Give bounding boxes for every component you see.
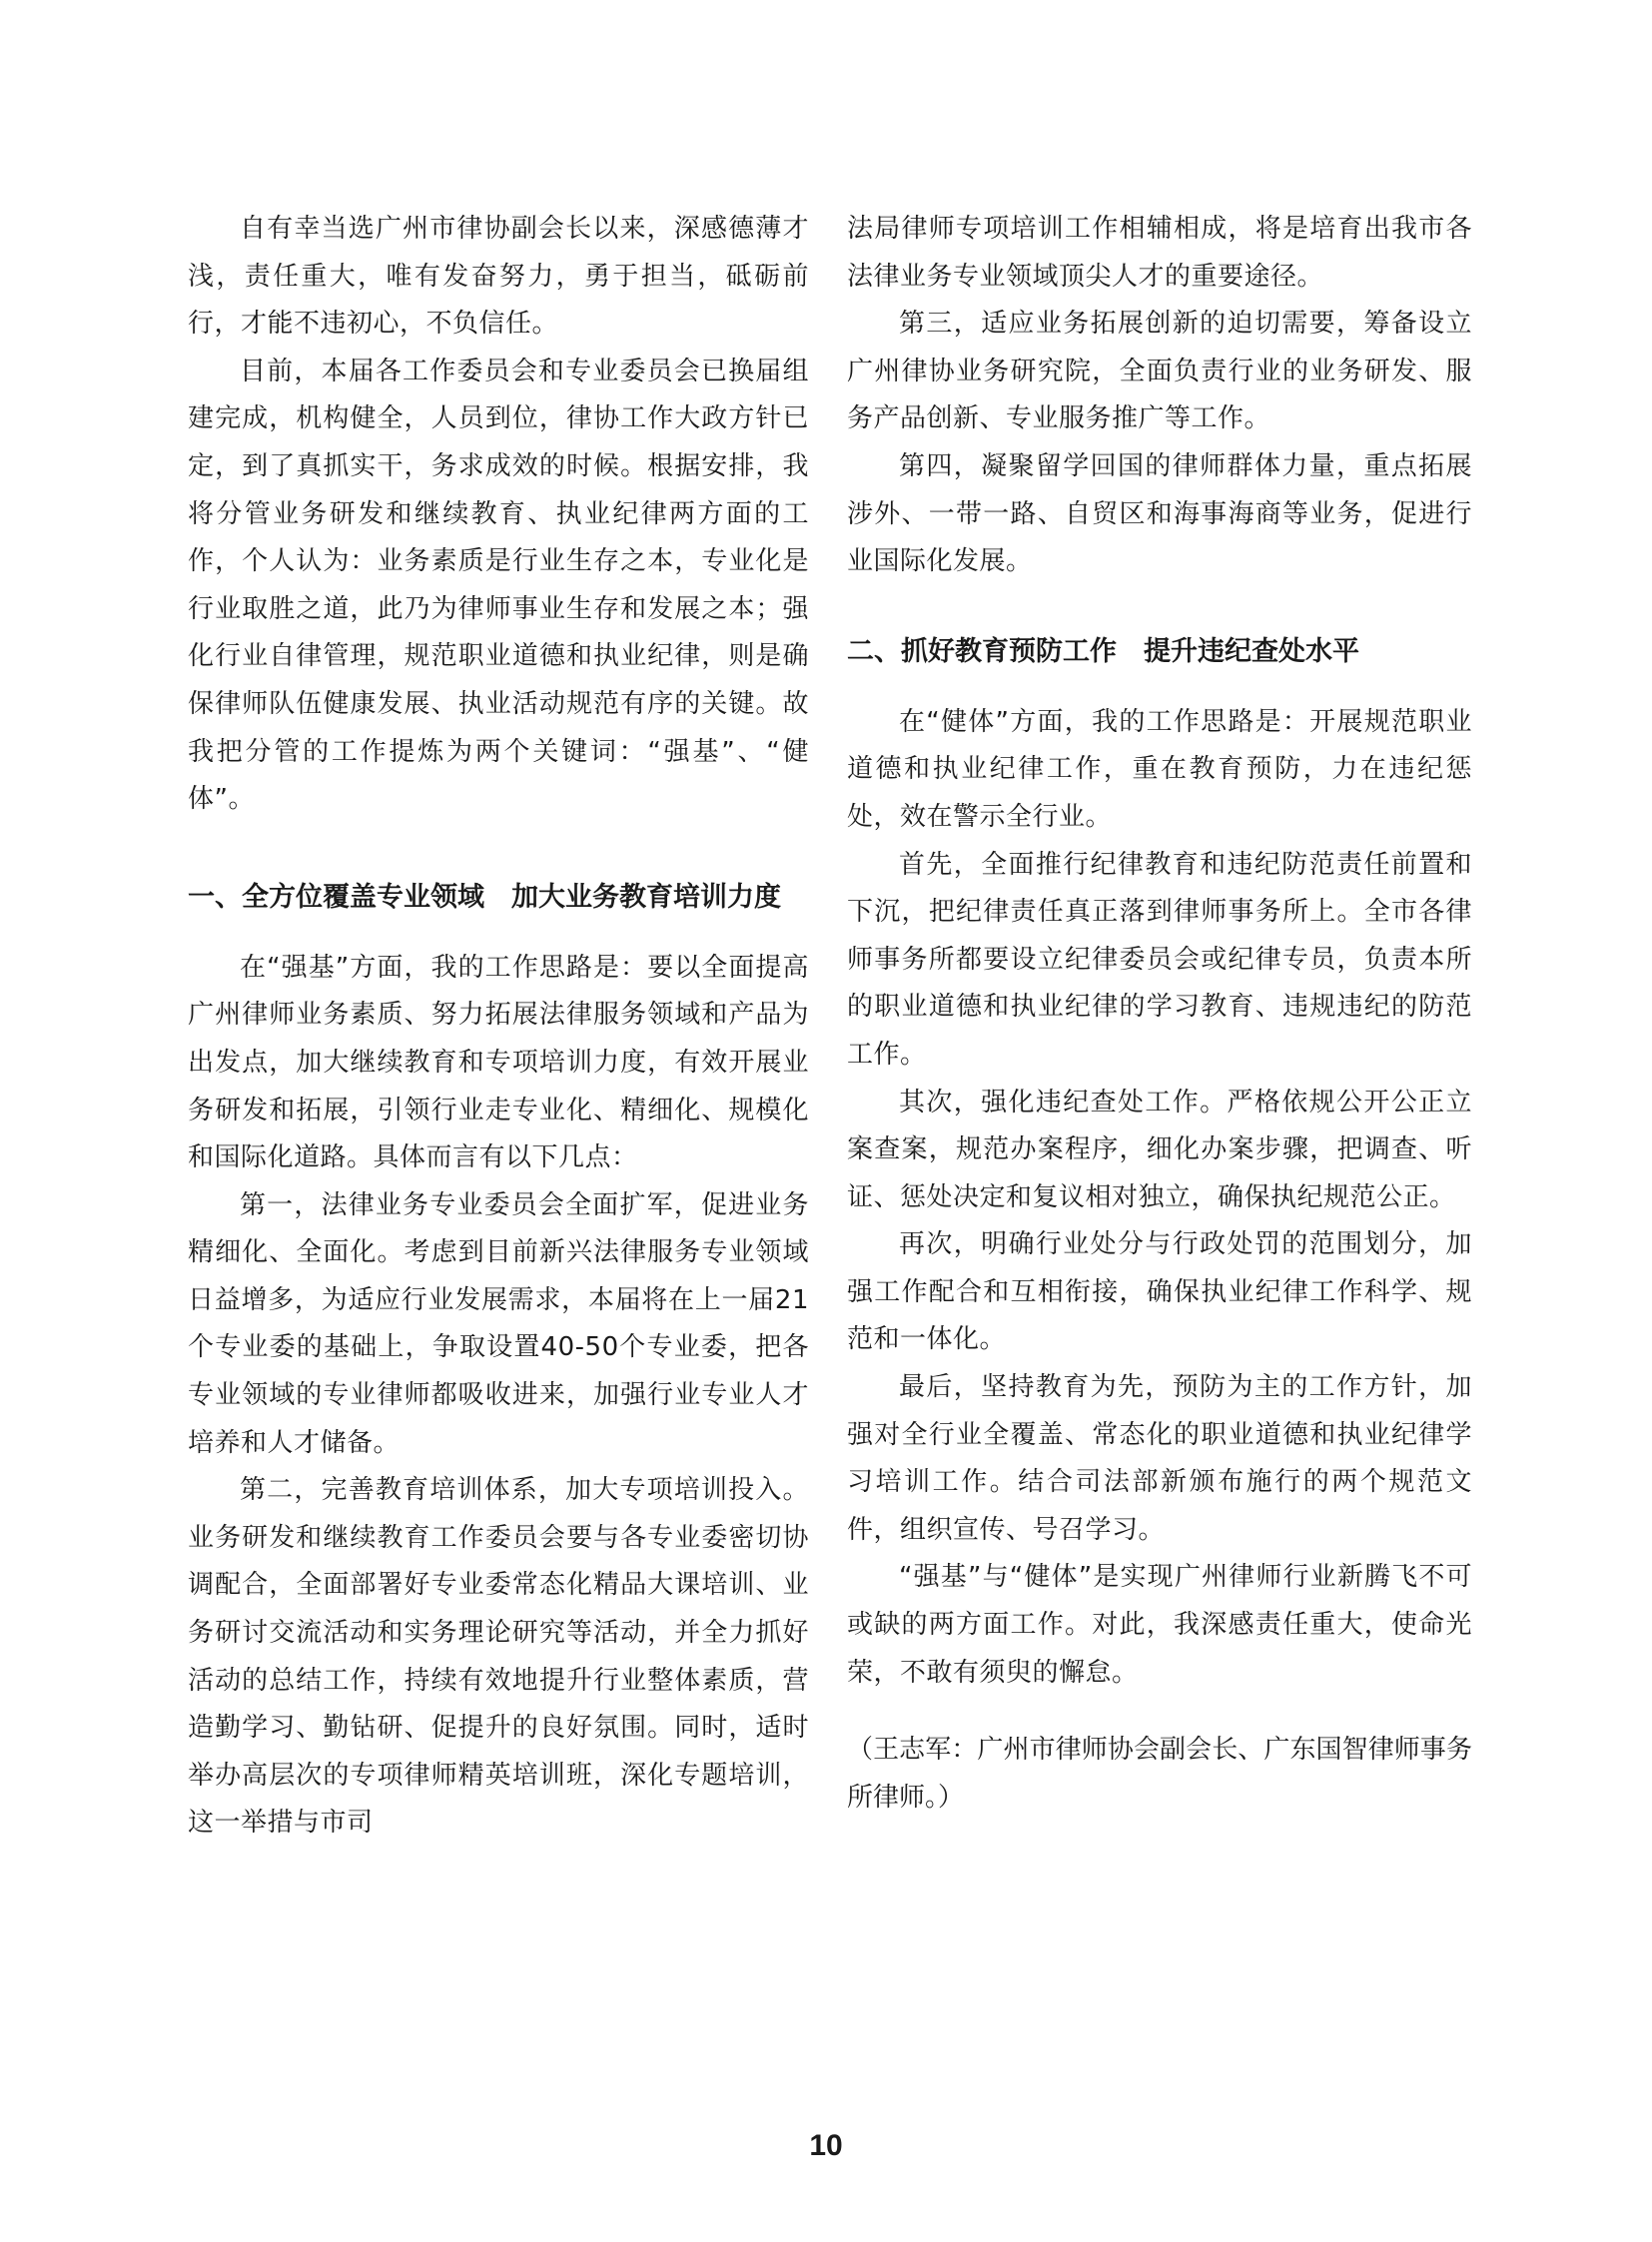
section-2-paragraph-1: 在“健体”方面，我的工作思路是：开展规范职业道德和执业纪律工作，重在教育预防，力在违纪惩处，效在警示全行业。 [847,706,1472,832]
section-2-heading: 二、抓好教育预防工作 提升违纪查处水平 [847,635,1359,667]
section-1-heading: 一、全方位覆盖专业领域 加大业务教育培训力度 [188,881,781,913]
intro-paragraph-1: 自有幸当选广州市律协副会长以来，深感德薄才浅，责任重大，唯有发奋努力，勇于担当，砥砺前行，才能不违初心，不负信任。 [188,214,809,340]
continuation-paragraph: 法局律师专项培训工作相辅相成，将是培育出我市各法律业务专业领域顶尖人才的重要途径。 [847,214,1472,292]
section-1-paragraph-2: 第一，法律业务专业委员会全面扩军，促进业务精细化、全面化。考虑到目前新兴法律服务专业领域日益增多，为适应行业发展需求，本届将在上一届21个专业委的基础上，争取设置40-50个专业委，把各专业领域的专业律师都吸收进来，加强行业专业人才培养和人才储备。 [188,1189,809,1458]
right-column [847,206,1472,1822]
right-paragraph-1: 第三，适应业务拓展创新的迫切需要，筹备设立广州律协业务研究院，全面负责行业的业务研发、服务产品创新、专业服务推广等工作。 [847,309,1472,434]
author-signature: （王志军：广州市律师协会副会长、广东国智律师事务所律师。） [847,1735,1472,1813]
section-2-paragraph-4: 再次，明确行业处分与行政处罚的范围划分，加强工作配合和互相衔接，确保执业纪律工作科学、规范和一体化。 [847,1229,1472,1355]
left-column [188,206,809,1848]
page-number: 10 [809,2129,843,2162]
section-2-paragraph-6: “强基”与“健体”是实现广州律师行业新腾飞不可或缺的两方面工作。对此，我深感责任重大，使命光荣，不敢有须臾的懈怠。 [847,1562,1472,1688]
right-paragraph-2: 第四，凝聚留学回国的律师群体力量，重点拓展涉外、一带一路、自贸区和海事海商等业务，促进行业国际化发展。 [847,450,1472,577]
section-1-paragraph-3: 第二，完善教育培训体系，加大专项培训投入。业务研发和继续教育工作委员会要与各专业委密切协调配合，全面部署好专业委常态化精品大课培训、业务研讨交流活动和实务理论研究等活动，并全力抓好活动的总结工作，持续有效地提升行业整体素质，营造勤学习、勤钻研、促提升的良好氛围。同时，适时举办高层次的专项律师精英培训班，深化专题培训，这一举措与市司 [188,1475,809,1839]
intro-paragraph-2: 目前，本届各工作委员会和专业委员会已换届组建完成，机构健全，人员到位，律协工作大政方针已定，到了真抓实干，务求成效的时候。根据安排，我将分管业务研发和继续教育、执业纪律两方面的工作，个人认为：业务素质是行业生存之本，专业化是行业取胜之道，此乃为律师事业生存和发展之本；强化行业自律管理，规范职业道德和执业纪律，则是确保律师队伍健康发展、执业活动规范有序的关键。故我把分管的工作提炼为两个关键词：“强基”、“健体”。 [188,356,809,815]
section-1-paragraph-1: 在“强基”方面，我的工作思路是：要以全面提高广州律师业务素质、努力拓展法律服务领域和产品为出发点，加大继续教育和专项培训力度，有效开展业务研发和拓展，引领行业走专业化、精细化、规模化和国际化道路。具体而言有以下几点： [188,952,809,1173]
section-2-paragraph-3: 其次，强化违纪查处工作。严格依规公开公正立案查案，规范办案程序，细化办案步骤，把调查、听证、惩处决定和复议相对独立，确保执纪规范公正。 [847,1087,1472,1212]
section-2-paragraph-2: 首先，全面推行纪律教育和违纪防范责任前置和下沉，把纪律责任真正落到律师事务所上。全市各律师事务所都要设立纪律委员会或纪律专员，负责本所的职业道德和执业纪律的学习教育、违规违纪的防范工作。 [847,849,1472,1070]
section-2-paragraph-5: 最后，坚持教育为先，预防为主的工作方针，加强对全行业全覆盖、常态化的职业道德和执业纪律学习培训工作。结合司法部新颁布施行的两个规范文件，组织宣传、号召学习。 [847,1372,1472,1545]
